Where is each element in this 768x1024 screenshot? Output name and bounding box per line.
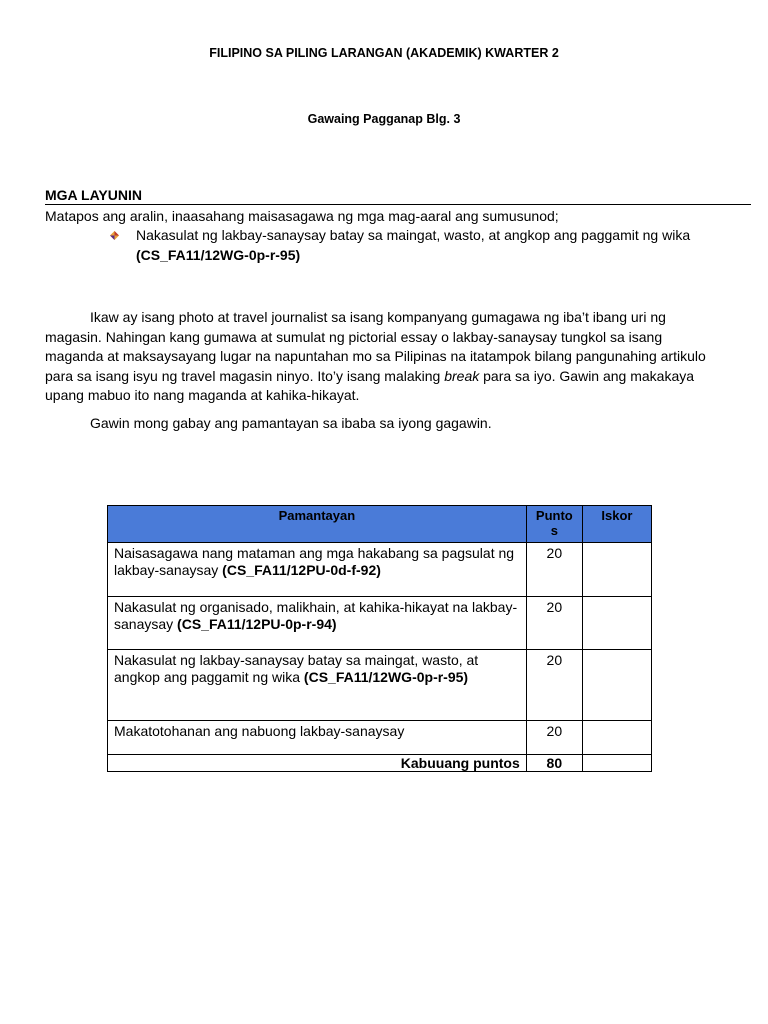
activity-title: Gawaing Pagganap Blg. 3 bbox=[307, 112, 461, 126]
criteria-text: Makatotohanan ang nabuong lakbay-sanaysay bbox=[114, 723, 405, 739]
total-row bbox=[108, 755, 652, 772]
criteria-text: Naisasagawa nang mataman ang mga hakabang sa pagsulat ng lakbay-sanaysay bbox=[114, 545, 515, 578]
objectives-intro: Matapos ang aralin, inaasahang maisasagawa ng mga mag-aaral ang sumusunod; bbox=[45, 208, 559, 224]
criteria-cell bbox=[108, 721, 527, 755]
criteria-header: Pamantayan bbox=[108, 506, 527, 543]
table-row bbox=[108, 597, 652, 650]
table-row bbox=[108, 543, 652, 597]
objectives-heading: MGA LAYUNIN bbox=[45, 187, 751, 205]
objective-code: (CS_FA11/12WG-0p-r-95) bbox=[136, 247, 301, 263]
rubric-header-row bbox=[108, 506, 652, 543]
task-paragraph bbox=[45, 308, 721, 406]
paragraph-text-2: para sa iyo. Gawin ang makakaya upang mabuo ito nang maganda at kahika-hikayat. bbox=[45, 367, 695, 404]
points-cell: 20 bbox=[526, 650, 582, 721]
score-cell[interactable] bbox=[582, 650, 651, 721]
points-cell: 20 bbox=[526, 721, 582, 755]
criteria-code: (CS_FA11/12WG-0p-r-95) bbox=[303, 669, 469, 685]
criteria-cell bbox=[108, 597, 527, 650]
points-cell: 20 bbox=[526, 543, 582, 597]
points-header: Punto s bbox=[526, 506, 582, 543]
criteria-cell bbox=[108, 543, 527, 597]
paragraph-italic-word: break bbox=[444, 367, 480, 384]
objective-item bbox=[114, 225, 714, 265]
criteria-code: (CS_FA11/12PU-0d-f-92) bbox=[222, 562, 381, 578]
total-label: Kabuuang puntos bbox=[108, 755, 527, 772]
paragraph-text-1: Ikaw ay isang photo at travel journalist sa isang kompanyang gumagawa ng iba’t ibang uri ng magasin. Nahingan kang gumawa at sumulat ng pictorial essay o lakbay-sanaysay tungkol sa isang maganda at maksaysayang lugar na napuntahan mo sa Pilipinas na itatampok bilang pangunahing artikulo para sa isang isyu ng travel magasin ninyo. Ito’y isang malaking bbox=[45, 309, 706, 384]
instruction-line: Gawin mong gabay ang pamantayan sa ibaba sa iyong gagawin. bbox=[90, 415, 492, 431]
total-score-cell[interactable] bbox=[582, 755, 651, 772]
objective-description: Nakasulat ng lakbay-sanaysay batay sa maingat, wasto, at angkop ang paggamit ng wika bbox=[136, 227, 691, 243]
document-title: FILIPINO SA PILING LARANGAN (AKADEMIK) KWARTER 2 bbox=[209, 46, 559, 60]
total-points: 80 bbox=[526, 755, 582, 772]
score-header: Iskor bbox=[582, 506, 651, 543]
criteria-text: Nakasulat ng lakbay-sanaysay batay sa maingat, wasto, at angkop ang paggamit ng wika bbox=[114, 652, 479, 685]
score-cell[interactable] bbox=[582, 721, 651, 755]
table-row bbox=[108, 721, 652, 755]
criteria-cell bbox=[108, 650, 527, 721]
rubric-table bbox=[107, 505, 652, 772]
score-cell[interactable] bbox=[582, 597, 651, 650]
objective-text bbox=[114, 225, 714, 265]
criteria-code: (CS_FA11/12PU-0p-r-94) bbox=[177, 616, 337, 632]
bullet-diamond-icon bbox=[110, 231, 119, 240]
points-cell: 20 bbox=[526, 597, 582, 650]
score-cell[interactable] bbox=[582, 543, 651, 597]
table-row bbox=[108, 650, 652, 721]
criteria-text: Nakasulat ng organisado, malikhain, at kahika-hikayat na lakbay-sanaysay bbox=[114, 599, 518, 632]
